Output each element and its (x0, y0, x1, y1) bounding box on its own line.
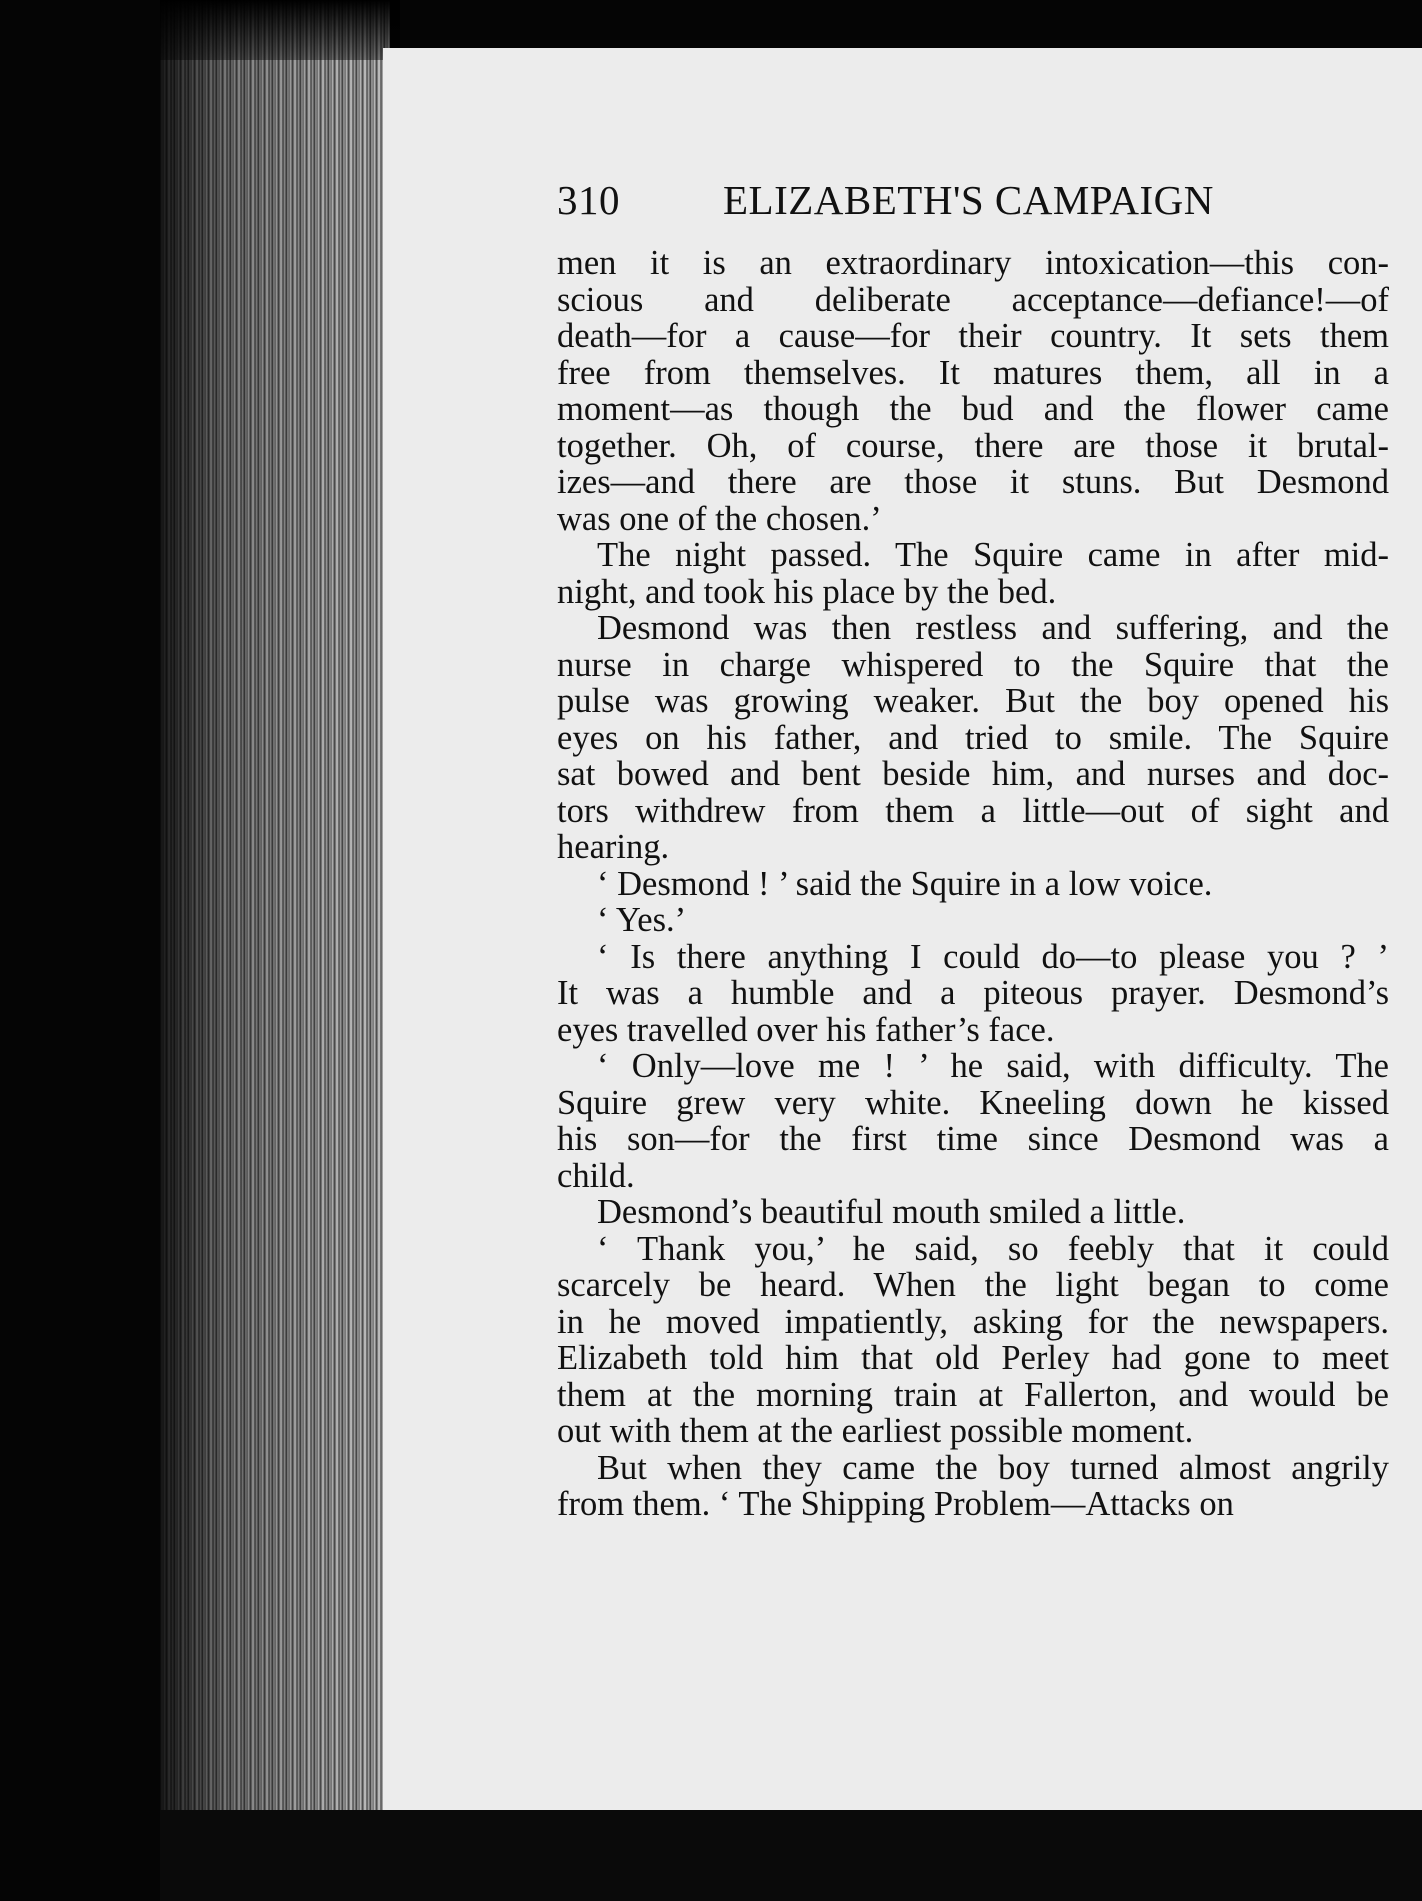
paragraph (557, 1231, 1389, 1450)
paragraph (557, 939, 1389, 1049)
text-line: free from themselves. It matures them, all in a (557, 353, 1389, 392)
running-header (557, 176, 1397, 236)
text-line: out with them at the earliest possible moment. (557, 1412, 1194, 1450)
text-line: eyes travelled over his father’s face. (557, 1010, 1055, 1049)
text-line: his son—for the first time since Desmond was a (557, 1120, 1389, 1158)
text-line: It was a humble and a piteous prayer. Desmond’s (557, 974, 1389, 1012)
paragraph (557, 1048, 1389, 1194)
text-line: moment—as though the bud and the flower came (557, 390, 1389, 428)
text-line: ‘ Is there anything I could do—to please you ? ’ (597, 937, 1389, 976)
text-line: izes—and there are those it stuns. But Desmond (557, 463, 1389, 501)
page-number: 310 (557, 177, 620, 223)
text-line: them at the morning train at Fallerton, and would be (557, 1375, 1389, 1414)
page-edge-top-shadow (160, 0, 400, 60)
text-line: ‘ Thank you,’ he said, so feebly that it could (597, 1229, 1389, 1268)
bottom-shadow (160, 1810, 1422, 1901)
text-line: in he moved impatiently, asking for the newspapers. (557, 1302, 1389, 1341)
paragraph (557, 1194, 1389, 1231)
page-edge-shadow (160, 0, 390, 1815)
text-line: hearing. (557, 828, 670, 866)
running-title: ELIZABETH'S CAMPAIGN (723, 177, 1214, 223)
paragraph (557, 902, 1389, 939)
text-line: pulse was growing weaker. But the boy opened his (557, 682, 1389, 720)
text-line: ‘ Desmond ! ’ said the Squire in a low voice. (597, 864, 1213, 903)
text-line: tors withdrew from them a little—out of sight and (557, 791, 1389, 830)
text-line: child. (557, 1156, 635, 1195)
text-line: But when they came the boy turned almost angrily (597, 1448, 1389, 1487)
text-line: Squire grew very white. Kneeling down he kissed (557, 1083, 1389, 1122)
paragraph (557, 1450, 1389, 1523)
text-line: Elizabeth told him that old Perley had gone to meet (557, 1339, 1389, 1377)
text-line: scious and deliberate acceptance—defiance!—of (557, 280, 1389, 319)
text-line: men it is an extraordinary intoxication—this con- (557, 244, 1389, 282)
text-line: together. Oh, of course, there are those it brutal- (557, 426, 1389, 465)
paragraph (557, 610, 1389, 866)
paragraph (557, 866, 1389, 903)
text-line: ‘ Yes.’ (597, 901, 687, 939)
text-line: from them. ‘ The Shipping Problem—Attacks on (557, 1485, 1234, 1523)
text-line: nurse in charge whispered to the Squire that the (557, 645, 1389, 684)
text-line: Desmond’s beautiful mouth smiled a little. (597, 1193, 1186, 1231)
body-text (557, 245, 1389, 1523)
paragraph (557, 537, 1389, 610)
text-line: death—for a cause—for their country. It sets them (557, 317, 1389, 355)
text-line: scarcely be heard. When the light began to come (557, 1266, 1389, 1304)
text-line: night, and took his place by the bed. (557, 572, 1057, 611)
text-line: eyes on his father, and tried to smile. The Squire (557, 718, 1389, 757)
text-line: Desmond was then restless and suffering, and the (597, 609, 1389, 647)
text-line: was one of the chosen.’ (557, 499, 882, 538)
text-line: The night passed. The Squire came in after mid- (597, 536, 1389, 574)
text-line: ‘ Only—love me ! ’ he said, with difficulty. The (597, 1047, 1389, 1085)
text-line: sat bowed and bent beside him, and nurses and doc- (557, 755, 1389, 793)
paragraph (557, 245, 1389, 537)
